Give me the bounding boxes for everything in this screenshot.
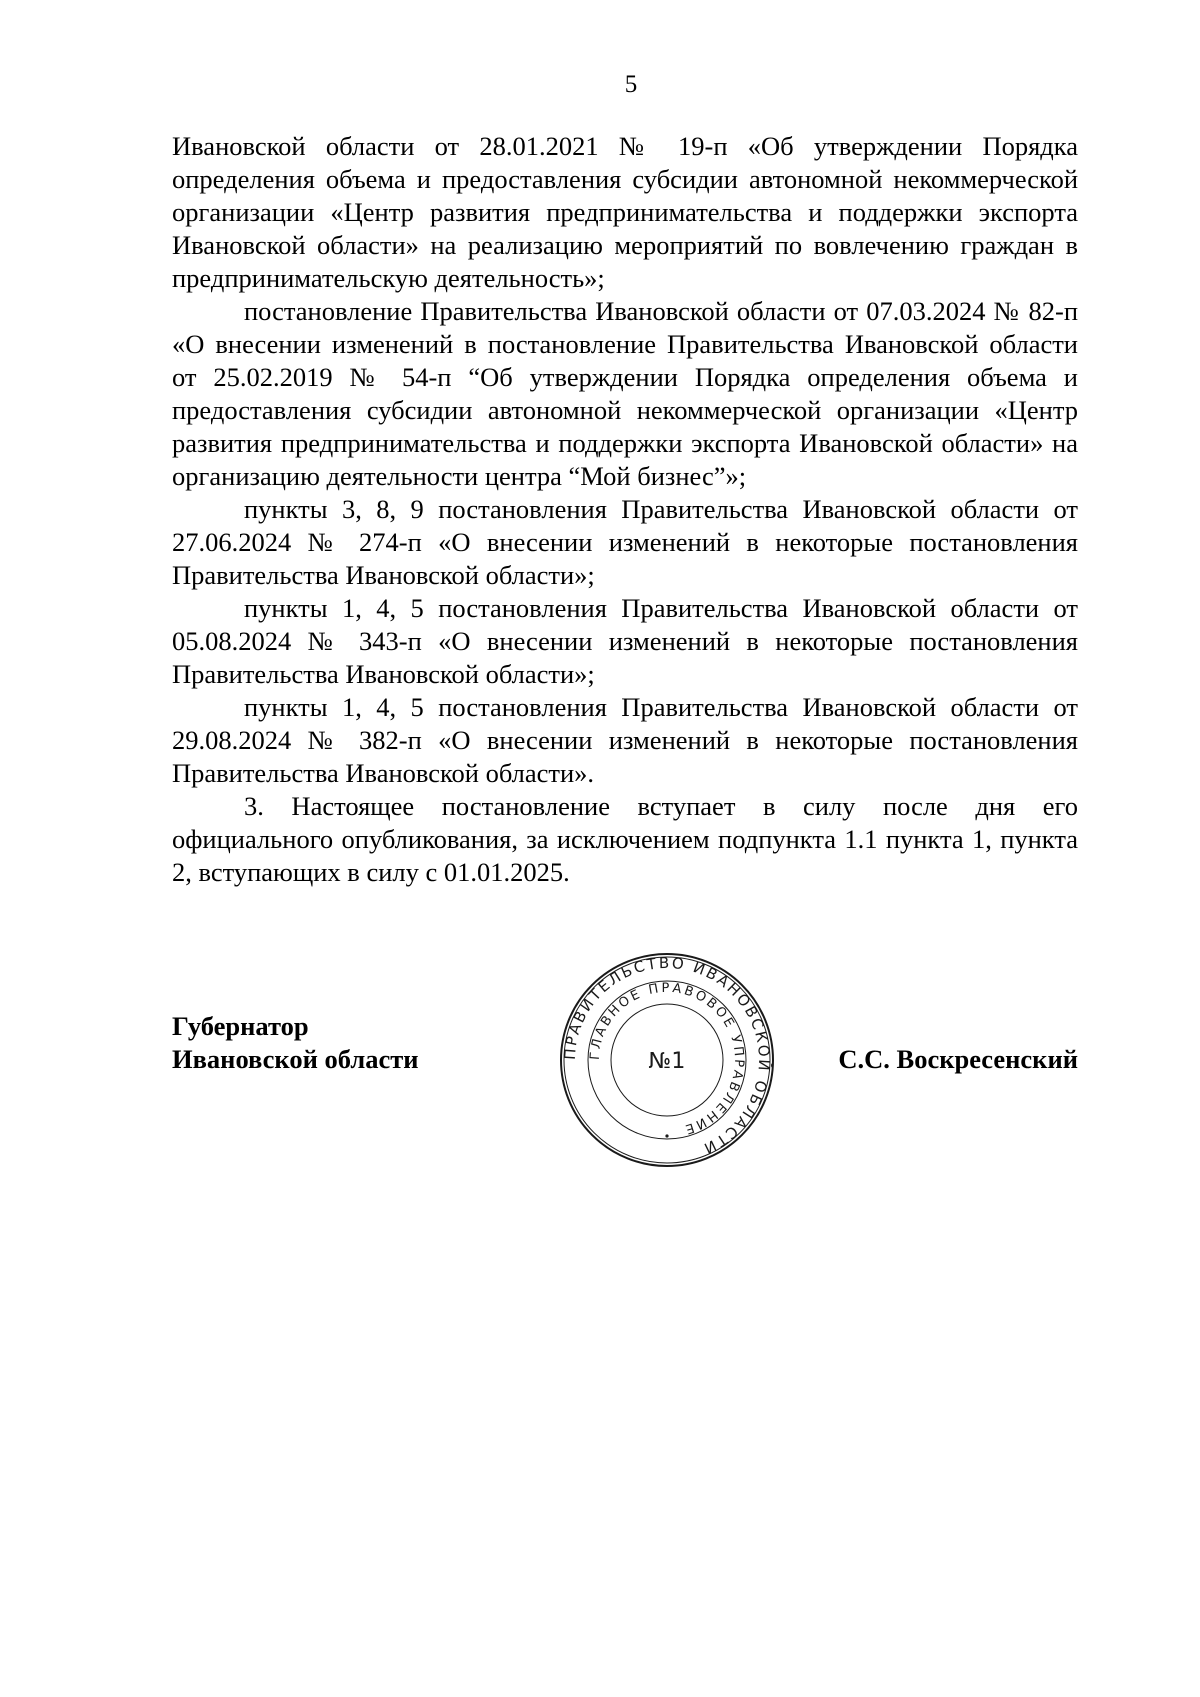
signatory-position-line1: Губернатор: [172, 1011, 309, 1041]
page-number: 5: [624, 71, 638, 98]
paragraph: Ивановской области от 28.01.2021 № 19-п «Об утверждении Порядка определения объема и предоставления субсидии автономной некоммерческой организации «Центр развития предпринимательства и поддержки экспорта Ивановской области» на реализацию мероприятий по вовлечению граждан в предпринимательскую деятельность»;: [172, 131, 1078, 293]
signatory-name: С.С. Воскресенский: [838, 1044, 1078, 1074]
stamp-seal-icon: [557, 950, 777, 1170]
official-stamp: [557, 950, 777, 1170]
signature-block: [172, 950, 1078, 1170]
stamp-outer-text: ПРАВИТЕЛЬСТВО ИВАНОВСКОЙ ОБЛАСТИ: [560, 953, 774, 1159]
stamp-inner-text: ГЛАВНОЕ ПРАВОВОЕ УПРАВЛЕНИЕ: [587, 980, 747, 1137]
signatory-position-line2: Ивановской области: [172, 1044, 419, 1074]
body-text: [172, 130, 1078, 889]
paragraph: постановление Правительства Ивановской области от 07.03.2024 № 82-п «О внесении изменений в постановление Правительства Ивановской области от 25.02.2019 № 54-п “Об утверждении Порядка определения объема и предоставления субсидии автономной некоммерческой организации «Центр развития предпринимательства и поддержки экспорта Ивановской области» на организацию деятельности центра “Мой бизнес”»;: [172, 296, 1078, 491]
paragraph: пункты 3, 8, 9 постановления Правительства Ивановской области от 27.06.2024 № 274-п «О внесении изменений в некоторые постановления Правительства Ивановской области»;: [172, 494, 1078, 590]
stamp-number: №1: [648, 1049, 686, 1074]
signatory-position: [172, 1010, 419, 1076]
paragraph: пункты 1, 4, 5 постановления Правительства Ивановской области от 05.08.2024 № 343-п «О внесении изменений в некоторые постановления Правительства Ивановской области»;: [172, 593, 1078, 689]
paragraph: 3. Настоящее постановление вступает в силу после дня его официального опубликования, за исключением подпункта 1.1 пункта 1, пункта 2, вступающих в силу с 01.01.2025.: [172, 791, 1078, 887]
paragraph: пункты 1, 4, 5 постановления Правительства Ивановской области от 29.08.2024 № 382-п «О внесении изменений в некоторые постановления Правительства Ивановской области».: [172, 692, 1078, 788]
